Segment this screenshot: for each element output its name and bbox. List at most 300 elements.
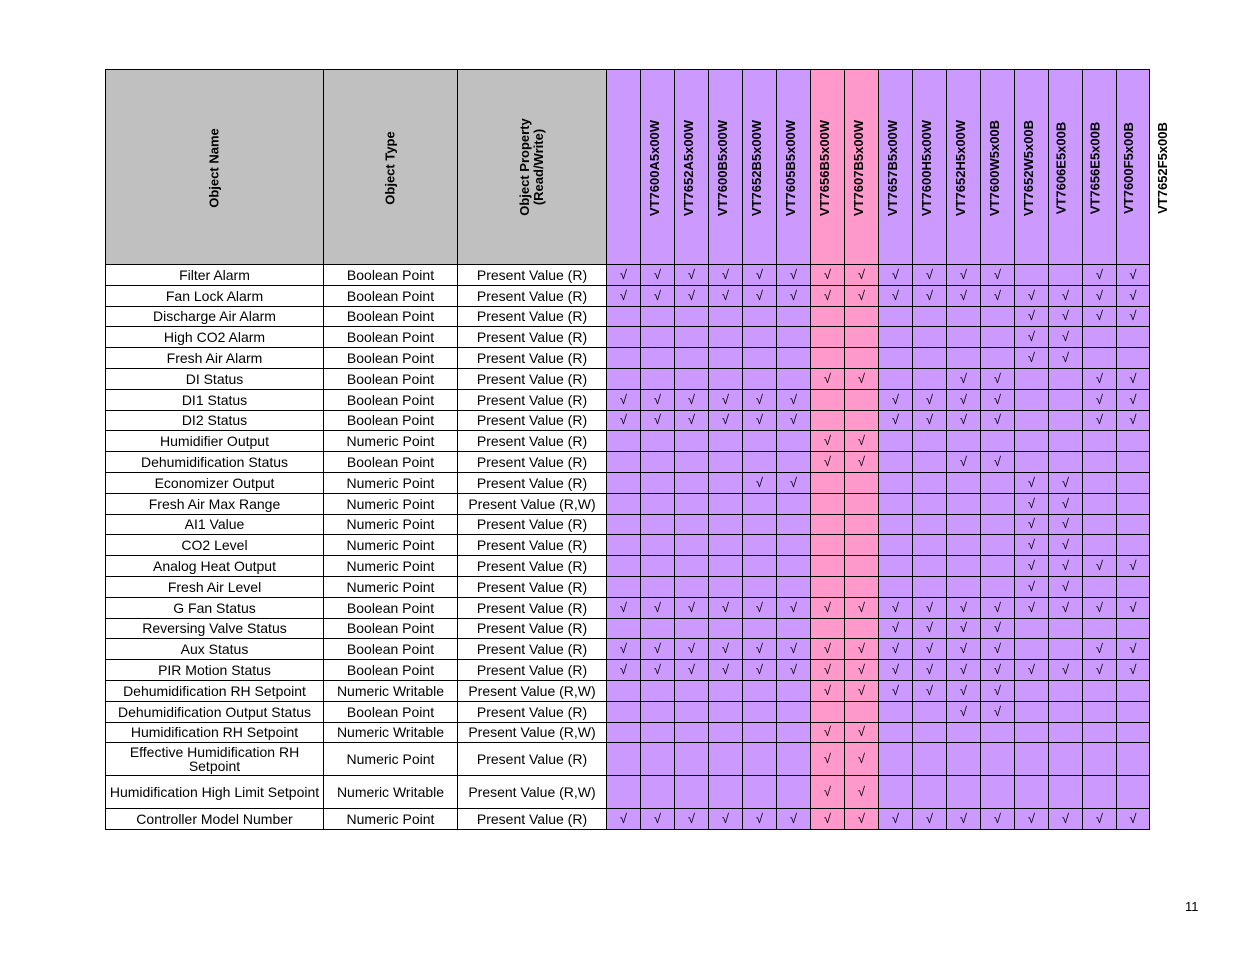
empty-check-cell <box>947 576 981 597</box>
object-type-cell: Boolean Point <box>324 368 458 389</box>
check-mark-cell: √ <box>1083 285 1117 306</box>
object-type-cell: Boolean Point <box>324 597 458 618</box>
empty-check-cell <box>709 576 743 597</box>
empty-check-cell <box>777 431 811 452</box>
empty-check-cell <box>709 327 743 348</box>
check-mark-cell: √ <box>1049 809 1083 830</box>
check-mark-cell: √ <box>709 660 743 681</box>
empty-check-cell <box>913 452 947 473</box>
empty-check-cell <box>743 306 777 327</box>
empty-check-cell <box>1117 722 1150 743</box>
empty-check-cell <box>879 722 913 743</box>
empty-check-cell <box>811 618 845 639</box>
table-row <box>106 680 1150 701</box>
check-mark-cell: √ <box>1049 493 1083 514</box>
header-object-property-label: Object Property (Read/Write) <box>517 118 546 216</box>
check-mark-cell: √ <box>1083 556 1117 577</box>
table-row <box>106 556 1150 577</box>
empty-check-cell <box>811 389 845 410</box>
empty-check-cell <box>641 618 675 639</box>
table-row <box>106 348 1150 369</box>
object-type-cell: Boolean Point <box>324 265 458 286</box>
object-name-cell: Analog Heat Output <box>106 556 324 577</box>
object-type-cell: Numeric Point <box>324 493 458 514</box>
empty-check-cell <box>845 472 879 493</box>
table-row <box>106 618 1150 639</box>
check-mark-cell: √ <box>913 265 947 286</box>
empty-check-cell <box>777 327 811 348</box>
check-mark-cell: √ <box>607 285 641 306</box>
empty-check-cell <box>879 348 913 369</box>
check-mark-cell: √ <box>1015 576 1049 597</box>
check-mark-cell: √ <box>743 285 777 306</box>
table-row <box>106 743 1150 776</box>
check-mark-cell: √ <box>811 776 845 809</box>
check-mark-cell: √ <box>811 722 845 743</box>
check-mark-cell: √ <box>777 410 811 431</box>
empty-check-cell <box>607 431 641 452</box>
empty-check-cell <box>777 514 811 535</box>
object-name-cell: PIR Motion Status <box>106 660 324 681</box>
empty-check-cell <box>879 514 913 535</box>
check-mark-cell: √ <box>879 809 913 830</box>
object-property-cell: Present Value (R) <box>458 660 607 681</box>
check-mark-cell: √ <box>981 809 1015 830</box>
empty-check-cell <box>1015 722 1049 743</box>
check-mark-cell: √ <box>1117 389 1150 410</box>
check-mark-cell: √ <box>981 285 1015 306</box>
check-mark-cell: √ <box>743 597 777 618</box>
object-type-cell: Numeric Point <box>324 576 458 597</box>
empty-check-cell <box>675 576 709 597</box>
empty-check-cell <box>913 776 947 809</box>
object-property-cell: Present Value (R) <box>458 743 607 776</box>
check-mark-cell: √ <box>845 431 879 452</box>
empty-check-cell <box>641 701 675 722</box>
header-object-name <box>106 70 324 265</box>
empty-check-cell <box>1049 618 1083 639</box>
check-mark-cell: √ <box>1049 472 1083 493</box>
check-mark-cell: √ <box>947 660 981 681</box>
check-mark-cell: √ <box>845 722 879 743</box>
check-mark-cell: √ <box>879 265 913 286</box>
table-row <box>106 776 1150 809</box>
empty-check-cell <box>709 472 743 493</box>
header-model-label: VT7652B5x00W <box>749 119 765 216</box>
check-mark-cell: √ <box>845 285 879 306</box>
table-row <box>106 701 1150 722</box>
object-property-cell: Present Value (R) <box>458 514 607 535</box>
empty-check-cell <box>811 306 845 327</box>
check-mark-cell: √ <box>607 265 641 286</box>
empty-check-cell <box>1083 493 1117 514</box>
empty-check-cell <box>709 743 743 776</box>
empty-check-cell <box>1015 743 1049 776</box>
check-mark-cell: √ <box>947 597 981 618</box>
check-mark-cell: √ <box>947 285 981 306</box>
object-type-cell: Boolean Point <box>324 389 458 410</box>
empty-check-cell <box>981 306 1015 327</box>
empty-check-cell <box>675 535 709 556</box>
object-type-cell: Numeric Point <box>324 743 458 776</box>
object-name-cell: Aux Status <box>106 639 324 660</box>
empty-check-cell <box>1083 722 1117 743</box>
empty-check-cell <box>947 743 981 776</box>
object-type-cell: Boolean Point <box>324 327 458 348</box>
empty-check-cell <box>845 556 879 577</box>
check-mark-cell: √ <box>641 660 675 681</box>
table-row <box>106 285 1150 306</box>
empty-check-cell <box>607 452 641 473</box>
object-name-cell: DI2 Status <box>106 410 324 431</box>
empty-check-cell <box>675 776 709 809</box>
empty-check-cell <box>777 368 811 389</box>
check-mark-cell: √ <box>777 285 811 306</box>
empty-check-cell <box>981 431 1015 452</box>
header-model-label: VT7600W5x00B <box>987 119 1003 216</box>
empty-check-cell <box>743 576 777 597</box>
empty-check-cell <box>1015 680 1049 701</box>
empty-check-cell <box>743 701 777 722</box>
empty-check-cell <box>1049 431 1083 452</box>
empty-check-cell <box>607 368 641 389</box>
empty-check-cell <box>879 743 913 776</box>
empty-check-cell <box>709 556 743 577</box>
check-mark-cell: √ <box>947 701 981 722</box>
empty-check-cell <box>981 722 1015 743</box>
empty-check-cell <box>777 618 811 639</box>
empty-check-cell <box>1049 410 1083 431</box>
empty-check-cell <box>675 556 709 577</box>
empty-check-cell <box>913 368 947 389</box>
empty-check-cell <box>1117 452 1150 473</box>
empty-check-cell <box>981 493 1015 514</box>
empty-check-cell <box>777 493 811 514</box>
empty-check-cell <box>1117 701 1150 722</box>
empty-check-cell <box>675 743 709 776</box>
empty-check-cell <box>777 452 811 473</box>
object-type-cell: Numeric Point <box>324 472 458 493</box>
header-object-type <box>324 70 458 265</box>
empty-check-cell <box>709 493 743 514</box>
empty-check-cell <box>845 514 879 535</box>
check-mark-cell: √ <box>1083 389 1117 410</box>
check-mark-cell: √ <box>981 660 1015 681</box>
object-property-cell: Present Value (R) <box>458 368 607 389</box>
check-mark-cell: √ <box>913 660 947 681</box>
object-property-cell: Present Value (R) <box>458 389 607 410</box>
empty-check-cell <box>947 493 981 514</box>
empty-check-cell <box>913 493 947 514</box>
check-mark-cell: √ <box>709 410 743 431</box>
check-mark-cell: √ <box>811 597 845 618</box>
check-mark-cell: √ <box>845 660 879 681</box>
object-type-cell: Numeric Point <box>324 809 458 830</box>
empty-check-cell <box>743 452 777 473</box>
check-mark-cell: √ <box>1083 597 1117 618</box>
empty-check-cell <box>981 472 1015 493</box>
empty-check-cell <box>607 306 641 327</box>
check-mark-cell: √ <box>913 639 947 660</box>
check-mark-cell: √ <box>879 618 913 639</box>
empty-check-cell <box>607 576 641 597</box>
empty-check-cell <box>607 472 641 493</box>
empty-check-cell <box>743 535 777 556</box>
check-mark-cell: √ <box>879 410 913 431</box>
bacnet-object-table <box>105 69 1170 830</box>
empty-check-cell <box>777 701 811 722</box>
header-object-type-label: Object Type <box>382 130 398 205</box>
object-name-cell: Fan Lock Alarm <box>106 285 324 306</box>
empty-check-cell <box>1083 743 1117 776</box>
empty-check-cell <box>1083 535 1117 556</box>
check-mark-cell: √ <box>1117 285 1150 306</box>
empty-check-cell <box>675 348 709 369</box>
empty-check-cell <box>913 743 947 776</box>
check-mark-cell: √ <box>641 597 675 618</box>
empty-check-cell <box>913 514 947 535</box>
empty-check-cell <box>607 722 641 743</box>
object-property-cell: Present Value (R) <box>458 535 607 556</box>
empty-check-cell <box>1083 327 1117 348</box>
check-mark-cell: √ <box>811 809 845 830</box>
check-mark-cell: √ <box>675 639 709 660</box>
empty-check-cell <box>811 556 845 577</box>
empty-check-cell <box>743 514 777 535</box>
object-type-cell: Boolean Point <box>324 660 458 681</box>
check-mark-cell: √ <box>777 265 811 286</box>
check-mark-cell: √ <box>777 639 811 660</box>
empty-check-cell <box>675 452 709 473</box>
check-mark-cell: √ <box>981 680 1015 701</box>
empty-check-cell <box>675 306 709 327</box>
check-mark-cell: √ <box>1117 639 1150 660</box>
table-body <box>106 265 1150 830</box>
table-row <box>106 265 1150 286</box>
check-mark-cell: √ <box>845 809 879 830</box>
check-mark-cell: √ <box>811 285 845 306</box>
check-mark-cell: √ <box>811 660 845 681</box>
empty-check-cell <box>709 680 743 701</box>
empty-check-cell <box>641 576 675 597</box>
object-property-cell: Present Value (R) <box>458 556 607 577</box>
empty-check-cell <box>879 327 913 348</box>
check-mark-cell: √ <box>981 639 1015 660</box>
check-mark-cell: √ <box>947 452 981 473</box>
check-mark-cell: √ <box>1049 514 1083 535</box>
empty-check-cell <box>777 680 811 701</box>
check-mark-cell: √ <box>1049 348 1083 369</box>
check-mark-cell: √ <box>879 285 913 306</box>
check-mark-cell: √ <box>675 285 709 306</box>
empty-check-cell <box>879 306 913 327</box>
check-mark-cell: √ <box>641 389 675 410</box>
object-type-cell: Numeric Writable <box>324 776 458 809</box>
empty-check-cell <box>607 743 641 776</box>
empty-check-cell <box>607 776 641 809</box>
check-mark-cell: √ <box>607 597 641 618</box>
object-type-cell: Boolean Point <box>324 348 458 369</box>
object-name-cell: AI1 Value <box>106 514 324 535</box>
empty-check-cell <box>675 722 709 743</box>
object-property-cell: Present Value (R) <box>458 348 607 369</box>
table-row <box>106 389 1150 410</box>
empty-check-cell <box>1049 452 1083 473</box>
empty-check-cell <box>641 535 675 556</box>
empty-check-cell <box>1117 327 1150 348</box>
check-mark-cell: √ <box>981 597 1015 618</box>
empty-check-cell <box>1015 389 1049 410</box>
empty-check-cell <box>879 535 913 556</box>
table-row <box>106 431 1150 452</box>
empty-check-cell <box>641 680 675 701</box>
object-property-cell: Present Value (R,W) <box>458 493 607 514</box>
empty-check-cell <box>879 368 913 389</box>
check-mark-cell: √ <box>641 809 675 830</box>
check-mark-cell: √ <box>1015 285 1049 306</box>
empty-check-cell <box>845 306 879 327</box>
empty-check-cell <box>641 514 675 535</box>
check-mark-cell: √ <box>1117 306 1150 327</box>
check-mark-cell: √ <box>879 389 913 410</box>
empty-check-cell <box>947 556 981 577</box>
empty-check-cell <box>811 410 845 431</box>
check-mark-cell: √ <box>947 389 981 410</box>
table-row <box>106 306 1150 327</box>
empty-check-cell <box>845 701 879 722</box>
check-mark-cell: √ <box>607 639 641 660</box>
object-property-cell: Present Value (R) <box>458 701 607 722</box>
empty-check-cell <box>947 722 981 743</box>
empty-check-cell <box>1049 639 1083 660</box>
empty-check-cell <box>777 556 811 577</box>
check-mark-cell: √ <box>675 410 709 431</box>
empty-check-cell <box>709 514 743 535</box>
object-type-cell: Boolean Point <box>324 306 458 327</box>
empty-check-cell <box>845 327 879 348</box>
empty-check-cell <box>743 743 777 776</box>
check-mark-cell: √ <box>1117 410 1150 431</box>
check-mark-cell: √ <box>879 639 913 660</box>
empty-check-cell <box>981 556 1015 577</box>
empty-check-cell <box>981 327 1015 348</box>
empty-check-cell <box>709 348 743 369</box>
check-mark-cell: √ <box>777 597 811 618</box>
check-mark-cell: √ <box>1015 493 1049 514</box>
check-mark-cell: √ <box>1015 660 1049 681</box>
object-name-cell: Humidification RH Setpoint <box>106 722 324 743</box>
empty-check-cell <box>947 535 981 556</box>
check-mark-cell: √ <box>845 597 879 618</box>
check-mark-cell: √ <box>1015 306 1049 327</box>
check-mark-cell: √ <box>1083 265 1117 286</box>
empty-check-cell <box>641 776 675 809</box>
empty-check-cell <box>1083 701 1117 722</box>
empty-check-cell <box>845 618 879 639</box>
check-mark-cell: √ <box>1083 410 1117 431</box>
check-mark-cell: √ <box>675 597 709 618</box>
check-mark-cell: √ <box>845 743 879 776</box>
check-mark-cell: √ <box>675 389 709 410</box>
empty-check-cell <box>879 452 913 473</box>
check-mark-cell: √ <box>981 701 1015 722</box>
check-mark-cell: √ <box>675 809 709 830</box>
object-name-cell: Humidification High Limit Setpoint <box>106 776 324 809</box>
header-model-label: VT7600F5x00B <box>1120 121 1136 214</box>
empty-check-cell <box>913 431 947 452</box>
empty-check-cell <box>607 556 641 577</box>
empty-check-cell <box>879 776 913 809</box>
check-mark-cell: √ <box>947 639 981 660</box>
empty-check-cell <box>641 493 675 514</box>
empty-check-cell <box>845 535 879 556</box>
check-mark-cell: √ <box>1015 327 1049 348</box>
header-model-label: VT7657B5x00W <box>885 119 901 216</box>
object-property-cell: Present Value (R) <box>458 576 607 597</box>
check-mark-cell: √ <box>1117 368 1150 389</box>
check-mark-cell: √ <box>947 410 981 431</box>
object-name-cell: Fresh Air Max Range <box>106 493 324 514</box>
header-model-label: VT7652H5x00W <box>953 119 969 216</box>
object-property-cell: Present Value (R) <box>458 639 607 660</box>
empty-check-cell <box>845 493 879 514</box>
object-name-cell: Fresh Air Level <box>106 576 324 597</box>
empty-check-cell <box>845 348 879 369</box>
empty-check-cell <box>1117 348 1150 369</box>
object-name-cell: Dehumidification Status <box>106 452 324 473</box>
empty-check-cell <box>1117 776 1150 809</box>
empty-check-cell <box>981 348 1015 369</box>
empty-check-cell <box>709 776 743 809</box>
empty-check-cell <box>743 431 777 452</box>
check-mark-cell: √ <box>743 639 777 660</box>
empty-check-cell <box>845 389 879 410</box>
empty-check-cell <box>641 431 675 452</box>
header-model-label: VT7600B5x00W <box>715 119 731 216</box>
empty-check-cell <box>675 431 709 452</box>
check-mark-cell: √ <box>845 265 879 286</box>
check-mark-cell: √ <box>675 265 709 286</box>
empty-check-cell <box>675 327 709 348</box>
table-row <box>106 660 1150 681</box>
check-mark-cell: √ <box>1117 809 1150 830</box>
header-model-label: VT7605B5x00W <box>783 119 799 216</box>
empty-check-cell <box>607 514 641 535</box>
check-mark-cell: √ <box>845 776 879 809</box>
empty-check-cell <box>641 722 675 743</box>
empty-check-cell <box>1117 472 1150 493</box>
check-mark-cell: √ <box>1117 556 1150 577</box>
object-type-cell: Numeric Writable <box>324 722 458 743</box>
check-mark-cell: √ <box>1083 306 1117 327</box>
check-mark-cell: √ <box>1049 576 1083 597</box>
empty-check-cell <box>913 306 947 327</box>
check-mark-cell: √ <box>879 680 913 701</box>
empty-check-cell <box>607 327 641 348</box>
object-type-cell: Numeric Point <box>324 556 458 577</box>
empty-check-cell <box>1117 514 1150 535</box>
object-type-cell: Boolean Point <box>324 618 458 639</box>
empty-check-cell <box>743 776 777 809</box>
check-mark-cell: √ <box>709 809 743 830</box>
empty-check-cell <box>641 306 675 327</box>
empty-check-cell <box>777 306 811 327</box>
empty-check-cell <box>743 493 777 514</box>
check-mark-cell: √ <box>913 285 947 306</box>
check-mark-cell: √ <box>947 368 981 389</box>
check-mark-cell: √ <box>811 639 845 660</box>
table-row <box>106 639 1150 660</box>
